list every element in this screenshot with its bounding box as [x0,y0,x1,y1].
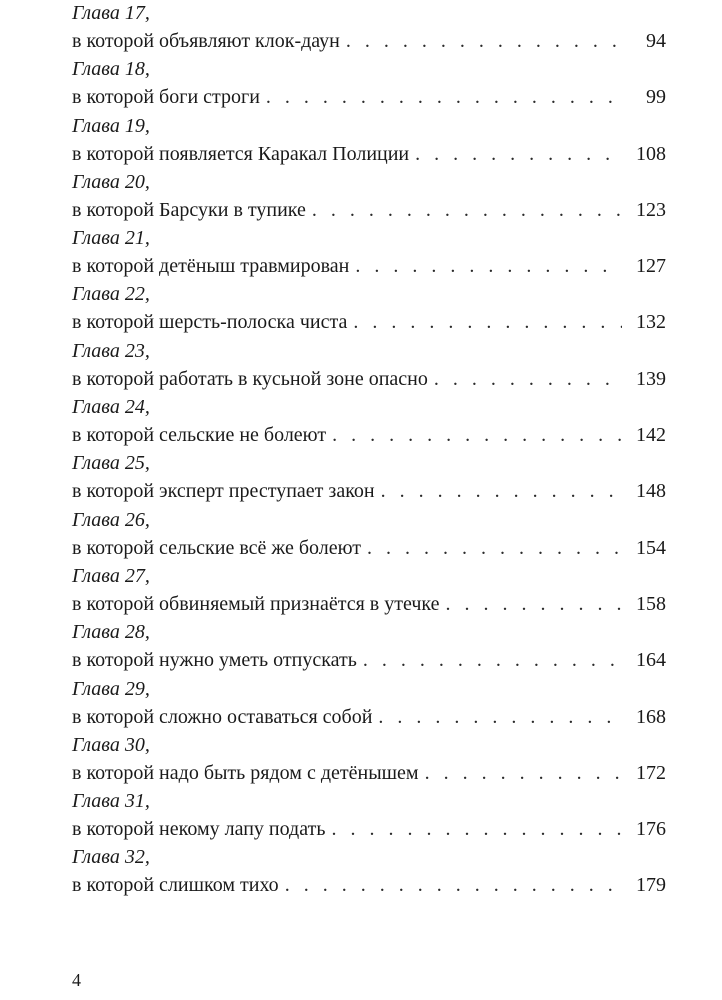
toc-entry [72,787,666,843]
chapter-title: в которой обвиняемый признаётся в утечке [72,592,440,615]
chapter-label: Глава 19, [72,114,150,137]
page-number: 142 [636,424,666,447]
dot-leader [285,871,622,899]
page-number: 168 [636,705,666,728]
chapter-label: Глава 21, [72,227,150,250]
chapter-label: Глава 24, [72,396,150,419]
toc-entry [72,112,666,168]
chapter-title: в которой сложно оставаться собой [72,705,373,728]
dot-leader [415,140,622,168]
chapter-label: Глава 32, [72,846,150,869]
toc-title-line [72,759,666,787]
toc-entry [72,675,666,731]
chapter-title: в которой шерсть-полоска чиста [72,311,348,334]
chapter-title: в которой некому лапу подать [72,818,326,841]
toc-title-line [72,590,666,618]
page-number: 99 [646,86,666,109]
toc-title-line [72,252,666,280]
toc-entry [72,0,666,55]
dot-leader [378,703,622,731]
chapter-label: Глава 30, [72,733,150,756]
chapter-label: Глава 20, [72,170,150,193]
chapter-title: в которой боги строги [72,86,260,109]
toc-entry [72,168,666,224]
toc-title-line [72,308,666,336]
chapter-label: Глава 29, [72,677,150,700]
page-number: 154 [636,536,666,559]
toc-title-line [72,83,666,111]
chapter-title: в которой нужно уметь отпускать [72,649,357,672]
toc-title-line [72,140,666,168]
dot-leader [332,421,622,449]
dot-leader [367,534,622,562]
dot-leader [266,83,622,111]
chapter-title: в которой сельские не болеют [72,424,327,447]
toc-title-line [72,534,666,562]
toc-entry [72,337,666,393]
table-of-contents [72,0,666,900]
dot-leader [355,252,622,280]
toc-entry [72,562,666,618]
toc-title-line [72,477,666,505]
toc-title-line [72,703,666,731]
chapter-label: Глава 26, [72,508,150,531]
toc-entry [72,280,666,336]
chapter-title: в которой слишком тихо [72,874,279,897]
page-number: 172 [636,761,666,784]
chapter-label: Глава 23, [72,339,150,362]
toc-entry [72,843,666,899]
toc-title-line [72,27,666,55]
chapter-title: в которой появляется Каракал Полиции [72,142,410,165]
dot-leader [312,196,622,224]
chapter-title: в которой эксперт преступает закон [72,480,375,503]
toc-entry [72,506,666,562]
toc-title-line [72,421,666,449]
dot-leader [425,759,622,787]
toc-title-line [72,196,666,224]
chapter-label: Глава 27, [72,564,150,587]
chapter-label: Глава 22, [72,283,150,306]
dot-leader [353,308,622,336]
toc-title-line [72,646,666,674]
page-number: 179 [636,874,666,897]
chapter-title: в которой надо быть рядом с детёнышем [72,761,419,784]
dot-leader [446,590,623,618]
toc-title-line [72,815,666,843]
chapter-label: Глава 25, [72,452,150,475]
toc-title-line [72,365,666,393]
toc-entry [72,731,666,787]
chapter-title: в которой сельские всё же болеют [72,536,362,559]
page-folio-number: 4 [72,970,81,990]
toc-entry [72,55,666,111]
chapter-label: Глава 28, [72,621,150,644]
dot-leader [331,815,622,843]
chapter-title: в которой объявляют клок-даун [72,30,340,52]
dot-leader [381,477,622,505]
page-number: 176 [636,818,666,841]
toc-entry [72,393,666,449]
dot-leader [346,27,622,55]
chapter-label: Глава 18, [72,58,150,81]
dot-leader [363,646,622,674]
toc-entry [72,618,666,674]
chapter-title: в которой детёныш травмирован [72,255,350,278]
page-number: 139 [636,367,666,390]
chapter-title: в которой работать в кусьной зоне опасно [72,367,428,390]
toc-entry [72,224,666,280]
page-number: 127 [636,255,666,278]
toc-entry [72,449,666,505]
chapter-title: в которой Барсуки в тупике [72,198,306,221]
toc-title-line [72,871,666,899]
page-number: 108 [636,142,666,165]
page-number: 148 [636,480,666,503]
page-number: 158 [636,592,666,615]
page-number: 94 [646,30,666,52]
page-number: 132 [636,311,666,334]
dot-leader [434,365,622,393]
page-number: 123 [636,198,666,221]
chapter-label: Глава 31, [72,790,150,813]
page-number: 164 [636,649,666,672]
chapter-label: Глава 17, [72,2,150,24]
